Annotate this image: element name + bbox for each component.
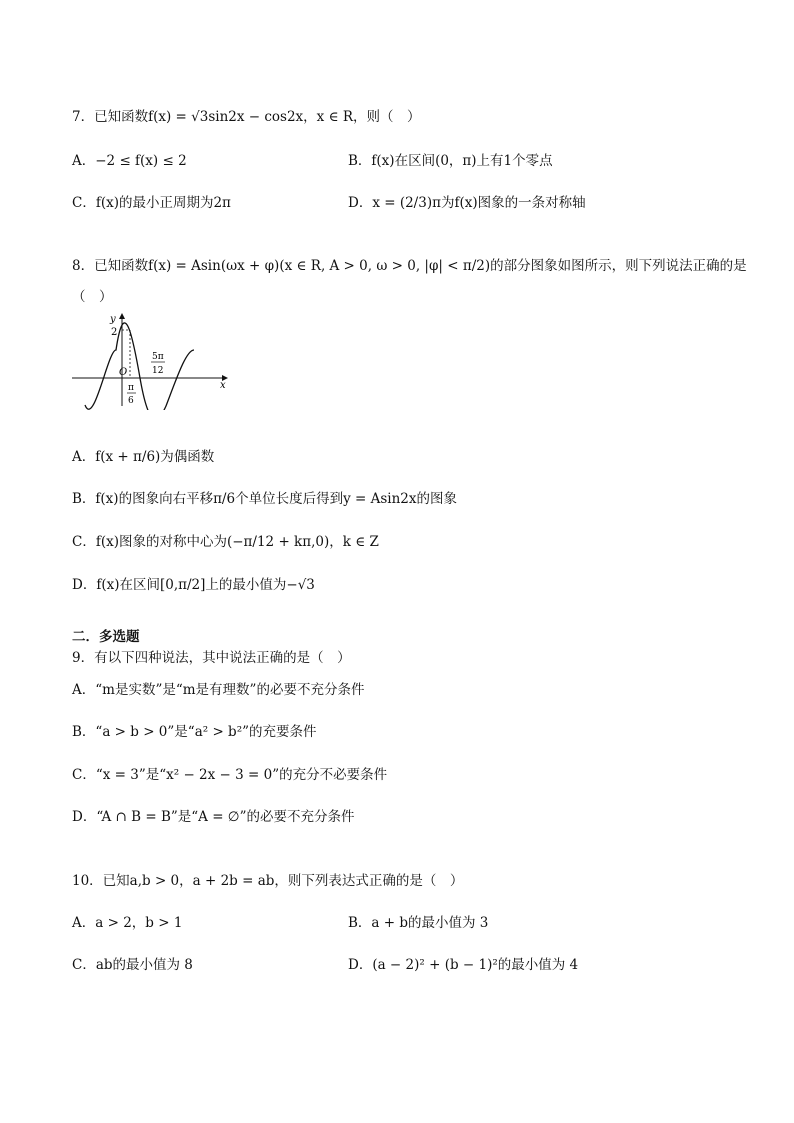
q8-option-d: D．f(x)在区间[0,π/2]上的最小值为−√3 <box>72 577 315 593</box>
q9-option-c: C．“x = 3”是“x² − 2x − 3 = 0”的充分不必要条件 <box>72 767 388 783</box>
tick-pi6-den: 6 <box>128 396 134 406</box>
q8-sine-graph <box>70 310 230 410</box>
q7-option-a: A．−2 ≤ f(x) ≤ 2 <box>72 153 187 169</box>
tick-5pi12-den: 12 <box>152 366 164 376</box>
q8-stem-cont: （ ） <box>72 289 113 305</box>
q8-option-b: B．f(x)的图象向右平移π/6个单位长度后得到y = Asin2x的图象 <box>72 491 457 507</box>
q7-option-b: B．f(x)在区间(0，π)上有1个零点 <box>348 153 553 169</box>
max-value-label: 2 <box>111 327 118 338</box>
tick-5pi12-num: 5π <box>152 352 164 362</box>
y-axis-arrow-icon <box>119 313 125 319</box>
section-title-multi-choice: 二．多选题 <box>72 629 140 645</box>
x-axis-label: x <box>220 380 226 391</box>
q10-option-a: A．a > 2，b > 1 <box>72 915 183 931</box>
y-axis-label: y <box>110 314 116 325</box>
q10-option-c: C．ab的最小值为 8 <box>72 957 193 973</box>
q7-option-d: D．x = (2/3)π为f(x)图象的一条对称轴 <box>348 195 586 211</box>
origin-label: O <box>119 367 128 378</box>
q8-option-a: A．f(x + π/6)为偶函数 <box>72 449 215 465</box>
q9-option-a: A．“m是实数”是“m是有理数”的必要不充分条件 <box>72 682 365 698</box>
q10-stem: 10．已知a,b > 0，a + 2b = ab，则下列表达式正确的是（ ） <box>72 873 464 889</box>
q10-option-d: D．(a − 2)² + (b − 1)²的最小值为 4 <box>348 957 579 973</box>
q9-stem: 9．有以下四种说法，其中说法正确的是（ ） <box>72 650 351 666</box>
sine-curve <box>85 323 194 410</box>
q7-stem: 7．已知函数f(x) = √3sin2x − cos2x，x ∈ R，则（ ） <box>72 109 421 125</box>
q8-stem: 8．已知函数f(x) = Asin(ωx + φ)(x ∈ R, A > 0, ω > 0, |φ| < π/2)的部分图象如图所示，则下列说法正确的是 <box>72 258 747 274</box>
tick-pi6-num: π <box>128 383 134 393</box>
q9-option-d: D．“A ∩ B = B”是“A = ∅”的必要不充分条件 <box>72 809 355 825</box>
q7-option-c: C．f(x)的最小正周期为2π <box>72 195 231 211</box>
q9-option-b: B．“a > b > 0”是“a² > b²”的充要条件 <box>72 724 317 740</box>
q8-option-c: C．f(x)图象的对称中心为(−π/12 + kπ,0)，k ∈ Z <box>72 534 379 550</box>
q10-option-b: B．a + b的最小值为 3 <box>348 915 489 931</box>
